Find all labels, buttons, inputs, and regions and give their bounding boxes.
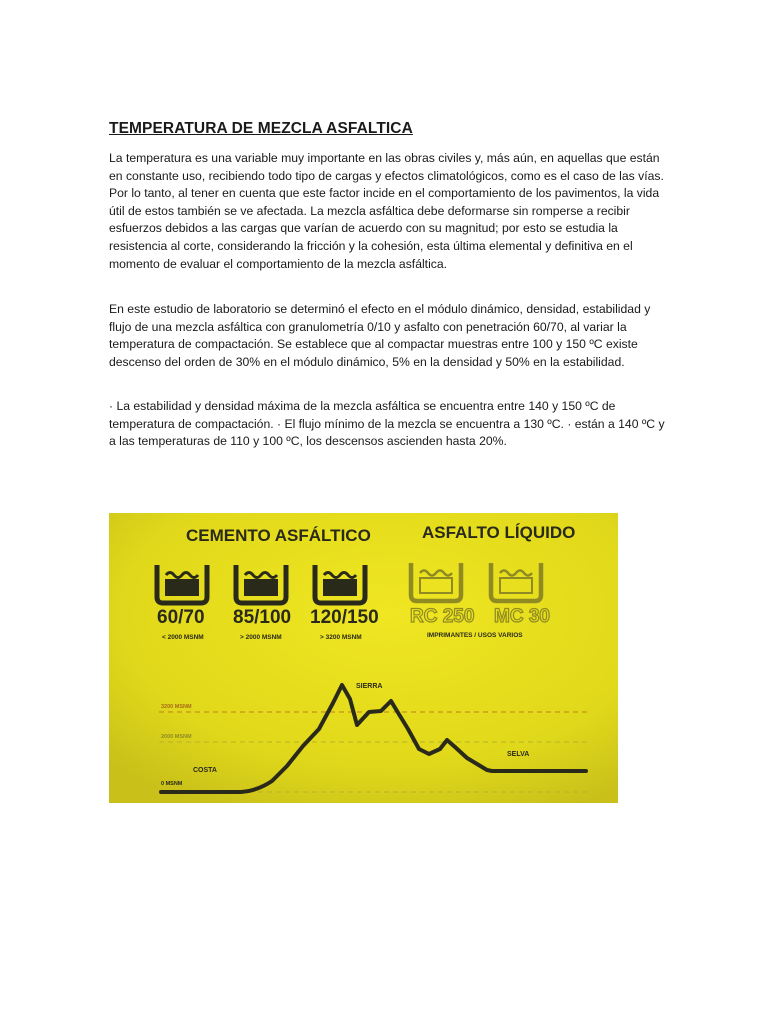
infographic-canvas — [109, 513, 618, 803]
infographic-background — [109, 513, 618, 803]
paragraph-findings: · La estabilidad y densidad máxima de la mezcla asfáltica se encuentra entre 140 y 150 ºC de temperatura de compactación. · El flujo mínimo de la mezcla se encuentra a 130 ºC. · están a 140 ºC y a las temperaturas de 110 y 100 ºC, los descensos ascienden hasta 20%. — [109, 399, 665, 449]
note-85-100: > 2000 MSNM — [240, 634, 282, 641]
region-selva: SELVA — [507, 751, 530, 758]
grade-mc-30: MC 30 — [494, 606, 550, 627]
note-60-70: < 2000 MSNM — [162, 634, 204, 641]
level-label-2000: 2000 MSNM — [161, 734, 192, 740]
region-sierra: SIERRA — [356, 683, 383, 690]
level-label-3200: 3200 MSNM — [161, 704, 192, 710]
heading-cemento-asfaltico: CEMENTO ASFÁLTICO — [186, 526, 371, 545]
note-120-150: > 3200 MSNM — [320, 634, 362, 641]
level-label-0: 0 MSNM — [161, 781, 183, 787]
grade-rc-250: RC 250 — [410, 606, 475, 627]
note-imprimantes: IMPRIMANTES / USOS VARIOS — [427, 632, 523, 639]
grade-60-70: 60/70 — [157, 607, 205, 628]
region-costa: COSTA — [193, 767, 217, 774]
asphalt-infographic — [109, 513, 618, 803]
heading-asfalto-liquido: ASFALTO LÍQUIDO — [422, 523, 576, 542]
page-title: TEMPERATURA DE MEZCLA ASFALTICA — [109, 120, 413, 137]
paragraph-intro: La temperatura es una variable muy importante en las obras civiles y, más aún, en aquellas que están en constante uso, recibiendo todo tipo de cargas y efectos climatológicos, como es el caso de las vías. Por lo tanto, al tener en cuenta que este factor incide en el comportamiento de los pavimentos, la vida útil de estos también se ve afectada. La mezcla asfáltica debe deformarse sin romperse a recibir esfuerzos debidos a las cargas que varían de acuerdo con su magnitud; por esto se estudia la resistencia al corte, considerando la fricción y la cohesión, esta última elemental y definitiva en el momento de evaluar el comportamiento de la mezcla asfáltica. — [109, 151, 664, 271]
grade-120-150: 120/150 — [310, 607, 379, 628]
grade-85-100: 85/100 — [233, 607, 292, 628]
paragraph-study: En este estudio de laboratorio se determinó el efecto en el módulo dinámico, densidad, estabilidad y flujo de una mezcla asfáltica con granulometría 0/10 y asfalto con penetración 60/70, al variar la temperatura de compactación. Se establece que al compactar muestras entre 100 y 150 ºC existe descenso del orden de 30% en el módulo dinámico, 5% en la densidad y 50% en la estabilidad. — [109, 302, 651, 369]
